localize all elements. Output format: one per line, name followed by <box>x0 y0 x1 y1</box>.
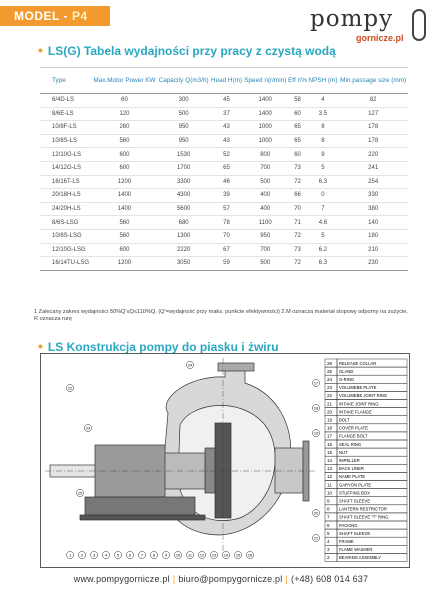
table-cell: 5600 <box>157 202 210 216</box>
parts-list-row <box>325 505 407 513</box>
svg-text:2: 2 <box>80 553 84 558</box>
callout <box>222 551 229 558</box>
table-cell: 1000 <box>243 121 288 135</box>
table-cell: 4.6 <box>308 216 339 230</box>
part-name: BACK LINER <box>339 466 364 472</box>
bullet-icon: • <box>38 42 43 58</box>
table-cell: 59 <box>210 257 243 271</box>
table-cell: 72 <box>288 175 308 189</box>
table-cell: 800 <box>243 148 288 162</box>
part-number: 21 <box>327 401 333 407</box>
part-number: 4 <box>327 539 330 544</box>
part-number: 6 <box>327 522 330 528</box>
table-cell: 600 <box>92 148 158 162</box>
table-cell: 70 <box>210 229 243 243</box>
table-cell: 210 <box>338 243 408 257</box>
parts-list-row <box>325 440 407 448</box>
callout <box>150 551 157 558</box>
parts-list-row <box>325 391 407 399</box>
table-cell: 66 <box>288 189 308 203</box>
footer <box>0 574 442 584</box>
table-cell: 65 <box>210 161 243 175</box>
callout <box>312 379 319 386</box>
table-cell: 10/8F-LS <box>40 121 92 135</box>
part-number: 12 <box>327 474 333 480</box>
svg-text:15: 15 <box>235 553 241 558</box>
part-name: BEARING ASSEMBLY <box>339 555 382 561</box>
part-name: RELEASE COLLAR <box>339 360 377 366</box>
svg-text:4: 4 <box>104 553 108 558</box>
table-cell: 2220 <box>157 243 210 257</box>
table-cell: 950 <box>243 229 288 243</box>
table-cell: 60 <box>288 148 308 162</box>
table-cell: 72 <box>288 257 308 271</box>
parts-list-row <box>325 553 407 561</box>
parts-list-row <box>325 408 407 416</box>
table-cell: 4 <box>308 94 339 108</box>
svg-text:10: 10 <box>175 553 181 558</box>
part-number: 24 <box>327 377 333 382</box>
footer-email[interactable]: biuro@pompygornicze.pl <box>178 574 283 584</box>
table-cell: 1200 <box>92 257 158 271</box>
callout <box>234 551 241 558</box>
part-name: FRAME <box>339 539 354 544</box>
table-cell: 58 <box>288 94 308 108</box>
table-cell: 82 <box>338 94 408 108</box>
table-cell: 0 <box>308 189 339 203</box>
table-cell: 57 <box>210 202 243 216</box>
callout <box>138 551 145 558</box>
table-cell: 260 <box>92 121 158 135</box>
callout <box>186 361 193 368</box>
table-cell: 65 <box>288 134 308 148</box>
table-cell: 400 <box>243 189 288 203</box>
footer-website[interactable]: www.pompygornicze.pl <box>73 574 170 584</box>
section-title-performance <box>38 42 336 58</box>
table-cell: 9 <box>308 148 339 162</box>
table-cell: 380 <box>338 202 408 216</box>
table-cell: 330 <box>338 189 408 203</box>
svg-text:18: 18 <box>313 406 319 411</box>
svg-text:23: 23 <box>85 426 91 431</box>
part-name: IMPELLER <box>339 458 360 463</box>
part-name: INTAKE JOINT RING <box>339 401 379 407</box>
part-number: 3 <box>327 547 330 553</box>
part-number: 16 <box>327 441 333 447</box>
part-number: 14 <box>327 458 333 463</box>
footer-separator: | <box>285 574 288 584</box>
table-cell: 180 <box>338 229 408 243</box>
table-cell: 3050 <box>157 257 210 271</box>
part-name: GARYON PLATE <box>339 482 372 488</box>
callout <box>162 551 169 558</box>
callout <box>174 551 181 558</box>
parts-list <box>325 359 407 562</box>
table-row <box>40 121 408 135</box>
table-cell: 45 <box>210 94 243 108</box>
column-header: Type <box>40 68 92 94</box>
logo-word: pompy <box>310 6 394 32</box>
table-row <box>40 94 408 108</box>
table-cell: 680 <box>157 216 210 230</box>
table-cell: 52 <box>210 148 243 162</box>
table-row <box>40 175 408 189</box>
table-cell: 220 <box>338 148 408 162</box>
part-name: VOLUMEBE JOINT RING <box>339 393 388 399</box>
svg-text:17: 17 <box>313 381 319 386</box>
part-number: 11 <box>327 482 332 488</box>
svg-text:20: 20 <box>313 511 319 516</box>
parts-list-row <box>325 545 407 553</box>
table-cell: 300 <box>157 94 210 108</box>
table-cell: 950 <box>157 134 210 148</box>
svg-text:14: 14 <box>223 553 229 558</box>
part-name: NAME PLATE <box>339 474 366 480</box>
part-name: PACKING <box>339 522 358 528</box>
table-cell: 73 <box>288 243 308 257</box>
part-number: 2 <box>327 555 330 561</box>
parts-list-row <box>325 537 407 545</box>
part-name: INTAKE FLANGE <box>339 409 372 415</box>
table-cell: 560 <box>92 216 158 230</box>
footer-phone[interactable]: (+48) 608 014 637 <box>291 574 369 584</box>
table-row <box>40 148 408 162</box>
svg-text:12: 12 <box>199 553 205 558</box>
table-cell: 12/10G-LSG <box>40 243 92 257</box>
callout <box>76 489 83 496</box>
table-cell: 700 <box>243 243 288 257</box>
part-number: 19 <box>327 417 333 423</box>
svg-text:3: 3 <box>92 553 96 558</box>
parts-list-row <box>325 367 407 375</box>
svg-text:24: 24 <box>187 363 193 368</box>
svg-text:1: 1 <box>68 553 72 558</box>
table-cell: 67 <box>210 243 243 257</box>
parts-list-row <box>325 481 407 489</box>
table-cell: 6.3 <box>308 175 339 189</box>
table-cell: 16/16T-LS <box>40 175 92 189</box>
table-cell: 37 <box>210 107 243 121</box>
table-row <box>40 229 408 243</box>
table-cell: 6.2 <box>308 243 339 257</box>
part-number: 8 <box>327 506 330 512</box>
part-number: 10 <box>327 490 333 496</box>
table-cell: 140 <box>338 216 408 230</box>
column-header: Max.Motor Power KW <box>92 68 158 94</box>
part-name: NUT <box>339 449 348 455</box>
column-header: Eff r/% <box>288 68 308 94</box>
svg-text:19: 19 <box>313 431 319 436</box>
table-cell: 72 <box>288 229 308 243</box>
table-cell: 10/8S-LS <box>40 134 92 148</box>
parts-list-row <box>325 529 407 537</box>
table-cell: 600 <box>92 161 158 175</box>
table-cell: 6.3 <box>308 257 339 271</box>
column-header: Min.passage size (mm) <box>338 68 408 94</box>
table-row <box>40 202 408 216</box>
callout <box>66 384 73 391</box>
table-cell: 5 <box>308 229 339 243</box>
part-name: FLAME WASHER <box>339 547 373 553</box>
table-cell: 5 <box>308 161 339 175</box>
table-cell: 39 <box>210 189 243 203</box>
part-name: VOLUMEBE PLATE <box>339 385 377 391</box>
svg-text:5: 5 <box>116 553 120 558</box>
table-cell: 500 <box>243 175 288 189</box>
svg-text:13: 13 <box>211 553 217 558</box>
svg-text:6: 6 <box>128 553 132 558</box>
table-cell: 241 <box>338 161 408 175</box>
parts-list-row <box>325 400 407 408</box>
table-cell: 400 <box>243 202 288 216</box>
parts-list-row <box>325 489 407 497</box>
column-header: NPSH (m) <box>308 68 339 94</box>
part-number: 22 <box>327 393 333 399</box>
column-header: Head H(m) <box>210 68 243 94</box>
part-number: 17 <box>327 433 333 439</box>
part-name: FLANGE BOLT <box>339 433 368 439</box>
svg-text:21: 21 <box>313 536 319 541</box>
part-name: SHAFT SLEEVE "T" RING <box>339 514 389 520</box>
table-row <box>40 216 408 230</box>
table-cell: 24/20H-LS <box>40 202 92 216</box>
table-cell: 254 <box>338 175 408 189</box>
table-cell: 1700 <box>157 161 210 175</box>
logo-sub: gornicze.pl <box>356 33 404 43</box>
svg-text:16: 16 <box>247 553 253 558</box>
parts-list-row <box>325 448 407 456</box>
table-cell: 8 <box>308 121 339 135</box>
parts-list-row <box>325 513 407 521</box>
parts-list-row <box>325 472 407 480</box>
parts-list-row <box>325 497 407 505</box>
part-number: 23 <box>327 385 333 391</box>
table-cell: 43 <box>210 134 243 148</box>
part-name: COVER PLATE <box>339 425 369 431</box>
callout <box>186 551 193 558</box>
part-name: SHAFT SLEEVE <box>339 530 371 536</box>
callout <box>126 551 133 558</box>
table-cell: 10/8S-LSG <box>40 229 92 243</box>
table-cell: 20/18H-LS <box>40 189 92 203</box>
svg-text:11: 11 <box>188 553 192 558</box>
column-header: Speed n(r/min) <box>243 68 288 94</box>
table-cell: 60 <box>288 107 308 121</box>
performance-table <box>40 67 408 271</box>
footer-separator: | <box>172 574 176 584</box>
table-cell: 46 <box>210 175 243 189</box>
table-cell: 1400 <box>243 94 288 108</box>
part-name: SHAFT SLEEVE <box>339 498 371 504</box>
part-number: 7 <box>327 514 330 520</box>
callout <box>78 551 85 558</box>
table-note: 1 Zalecany zakres wydajności 50%Q'≤Q≤110%Q, (Q'=wydajność przy maks. punkcie efektywności) 2.M oznacza materiał stopowy odporny na zużycie, R oznacza rurę <box>34 309 408 322</box>
part-number: 26 <box>327 360 333 366</box>
table-cell: 14/12G-LS <box>40 161 92 175</box>
table-cell: 12/10G-LS <box>40 148 92 162</box>
table-cell: 1300 <box>157 229 210 243</box>
table-cell: 3.5 <box>308 107 339 121</box>
table-cell: 60 <box>92 94 158 108</box>
part-number: 9 <box>327 498 330 504</box>
column-header: Capacity Q(m3/h) <box>157 68 210 94</box>
pump-drawing <box>45 358 315 553</box>
parts-list-row <box>325 432 407 440</box>
model-badge <box>0 6 110 26</box>
part-name: SEAL RING <box>339 441 362 447</box>
parts-list-row <box>325 424 407 432</box>
part-name: BOLT <box>339 417 350 423</box>
part-number: 25 <box>327 368 333 374</box>
table-cell: 178 <box>338 121 408 135</box>
table-body <box>40 94 408 271</box>
table-cell: 500 <box>243 257 288 271</box>
svg-text:25: 25 <box>77 491 83 496</box>
callout <box>210 551 217 558</box>
table-cell: 178 <box>338 134 408 148</box>
table-cell: 65 <box>288 121 308 135</box>
table-cell: 71 <box>288 216 308 230</box>
table-row <box>40 189 408 203</box>
table-cell: 3300 <box>157 175 210 189</box>
callout <box>84 424 91 431</box>
table-cell: 500 <box>157 107 210 121</box>
table-cell: 73 <box>288 161 308 175</box>
callout <box>198 551 205 558</box>
part-name: GLAND <box>339 368 354 374</box>
callout <box>114 551 121 558</box>
table-cell: 1400 <box>243 107 288 121</box>
parts-list-row <box>325 359 407 367</box>
part-number: 13 <box>327 466 333 472</box>
table-cell: 4300 <box>157 189 210 203</box>
parts-list-row <box>325 521 407 529</box>
table-cell: 43 <box>210 121 243 135</box>
parts-list-row <box>325 375 407 383</box>
svg-text:22: 22 <box>67 386 73 391</box>
parts-list-row <box>325 456 407 464</box>
table-cell: 600 <box>92 243 158 257</box>
table-cell: 8/6S-LSG <box>40 216 92 230</box>
pump-icon <box>412 9 426 41</box>
callout <box>90 551 97 558</box>
part-number: 15 <box>327 449 333 455</box>
pump-construction-diagram <box>40 353 410 568</box>
table-cell: 700 <box>243 161 288 175</box>
table-cell: 1400 <box>92 202 158 216</box>
callout <box>312 509 319 516</box>
section-title-construction-text: LS Konstrukcja pompy do piasku i żwiru <box>47 340 279 354</box>
callout <box>66 551 73 558</box>
table-cell: 950 <box>157 121 210 135</box>
table-row <box>40 161 408 175</box>
table-cell: 8 <box>308 134 339 148</box>
table-cell: 560 <box>92 229 158 243</box>
table-cell: 1530 <box>157 148 210 162</box>
table-cell: 1000 <box>243 134 288 148</box>
table-cell: 127 <box>338 107 408 121</box>
parts-list-row <box>325 416 407 424</box>
model-label: MODEL - <box>14 9 68 23</box>
table-cell: 8/6E-LS <box>40 107 92 121</box>
table-cell: 560 <box>92 134 158 148</box>
table-cell: 70 <box>288 202 308 216</box>
svg-text:7: 7 <box>140 553 144 558</box>
table-cell: 6/4D-LS <box>40 94 92 108</box>
part-name: LANTERN RESTRICTOR <box>339 506 387 512</box>
table-cell: 1100 <box>243 216 288 230</box>
parts-list-row <box>325 464 407 472</box>
part-number: 18 <box>327 425 333 431</box>
table-cell: 1400 <box>92 189 158 203</box>
callout <box>312 429 319 436</box>
section-title-construction <box>38 338 279 354</box>
part-number: 5 <box>327 530 330 536</box>
part-name: O-RING <box>339 377 355 382</box>
table-cell: 1200 <box>92 175 158 189</box>
table-cell: 78 <box>210 216 243 230</box>
model-code: P4 <box>71 9 88 23</box>
table-row <box>40 107 408 121</box>
table-header-row <box>40 68 408 94</box>
parts-list-row <box>325 383 407 391</box>
table-row <box>40 243 408 257</box>
table-row <box>40 257 408 271</box>
callout <box>312 404 319 411</box>
table-cell: 120 <box>92 107 158 121</box>
callout <box>102 551 109 558</box>
svg-text:8: 8 <box>152 553 156 558</box>
part-number: 20 <box>327 409 333 415</box>
table-cell: 230 <box>338 257 408 271</box>
callout <box>246 551 253 558</box>
callout <box>312 534 319 541</box>
table-cell: 16/14TU-LSG <box>40 257 92 271</box>
table-row <box>40 134 408 148</box>
table-cell: 7 <box>308 202 339 216</box>
part-name: STUFFING BOX <box>339 490 370 496</box>
section-title-performance-text: LS(G) Tabela wydajności przy pracy z czystą wodą <box>47 44 336 58</box>
bullet-icon: • <box>38 338 43 354</box>
svg-text:9: 9 <box>164 553 168 558</box>
